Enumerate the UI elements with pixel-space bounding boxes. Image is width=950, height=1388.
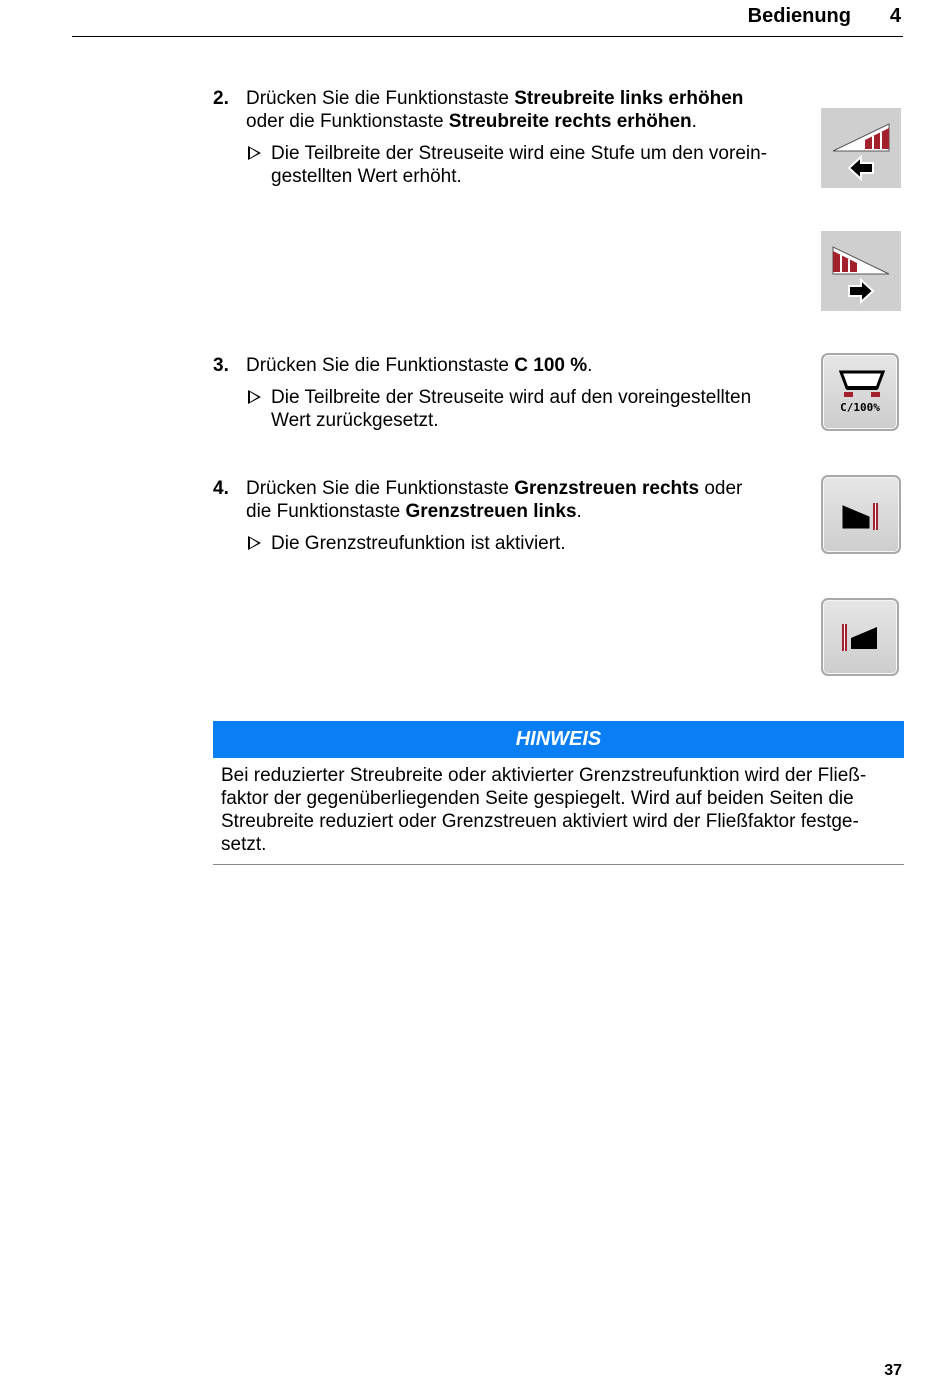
notice-title: HINWEIS	[515, 728, 602, 750]
header-title: Bedienung	[747, 5, 851, 27]
notice-bottom-rule	[213, 864, 904, 865]
step-number: 4.	[213, 478, 229, 499]
step-2-result: Die Teilbreite der Streuseite wird eine Stufe um den vorein- gestellten Wert erhöht.	[271, 143, 768, 187]
spread-width-left-increase-key	[821, 108, 901, 188]
step-4-result: Die Grenzstreufunktion ist aktiviert.	[271, 533, 566, 554]
spread-width-right-increase-key	[821, 231, 901, 311]
notice-header	[213, 721, 904, 758]
chapter-number: 4	[889, 5, 901, 27]
step-3-result: Die Teilbreite der Streuseite wird auf den voreingestellten Wert zurückgesetzt.	[271, 387, 752, 431]
c100-reset-key	[821, 353, 899, 431]
step-number: 2.	[213, 88, 229, 109]
spread-width-right-icon	[821, 231, 901, 311]
border-spreading-left-icon	[823, 600, 897, 674]
c100-key-label: C/100%	[840, 401, 880, 414]
border-spreading-right-key	[821, 475, 901, 554]
step-2-line-1: Drücken Sie die Funktionstaste Streubreite links erhöhen	[246, 88, 744, 109]
border-spreading-left-key	[821, 598, 899, 676]
notice-body: Bei reduzierter Streubreite oder aktivierter Grenzstreufunktion wird der Fließ- faktor der gegenüberliegenden Seite gespiegelt. Wird auf beiden Seiten die Streubreite reduziert oder Grenzstreuen aktiviert wird der Fließfaktor festge- setzt.	[221, 765, 867, 855]
result-arrow-icon	[248, 536, 261, 550]
step-4-line-1: Drücken Sie die Funktionstaste Grenzstreuen rechts oder	[246, 478, 743, 499]
page-header	[72, 0, 903, 37]
page-number: 37	[884, 1362, 902, 1379]
hopper-icon	[823, 355, 901, 405]
step-4-line-2: die Funktionstaste Grenzstreuen links.	[246, 501, 582, 522]
border-spreading-right-icon	[823, 477, 899, 552]
result-arrow-icon	[248, 146, 261, 160]
spread-width-left-icon	[821, 108, 901, 188]
step-3-line-1: Drücken Sie die Funktionstaste C 100 %.	[246, 355, 593, 376]
step-number: 3.	[213, 355, 229, 376]
result-arrow-icon	[248, 390, 261, 404]
step-2-line-2: oder die Funktionstaste Streubreite rechts erhöhen.	[246, 111, 697, 132]
